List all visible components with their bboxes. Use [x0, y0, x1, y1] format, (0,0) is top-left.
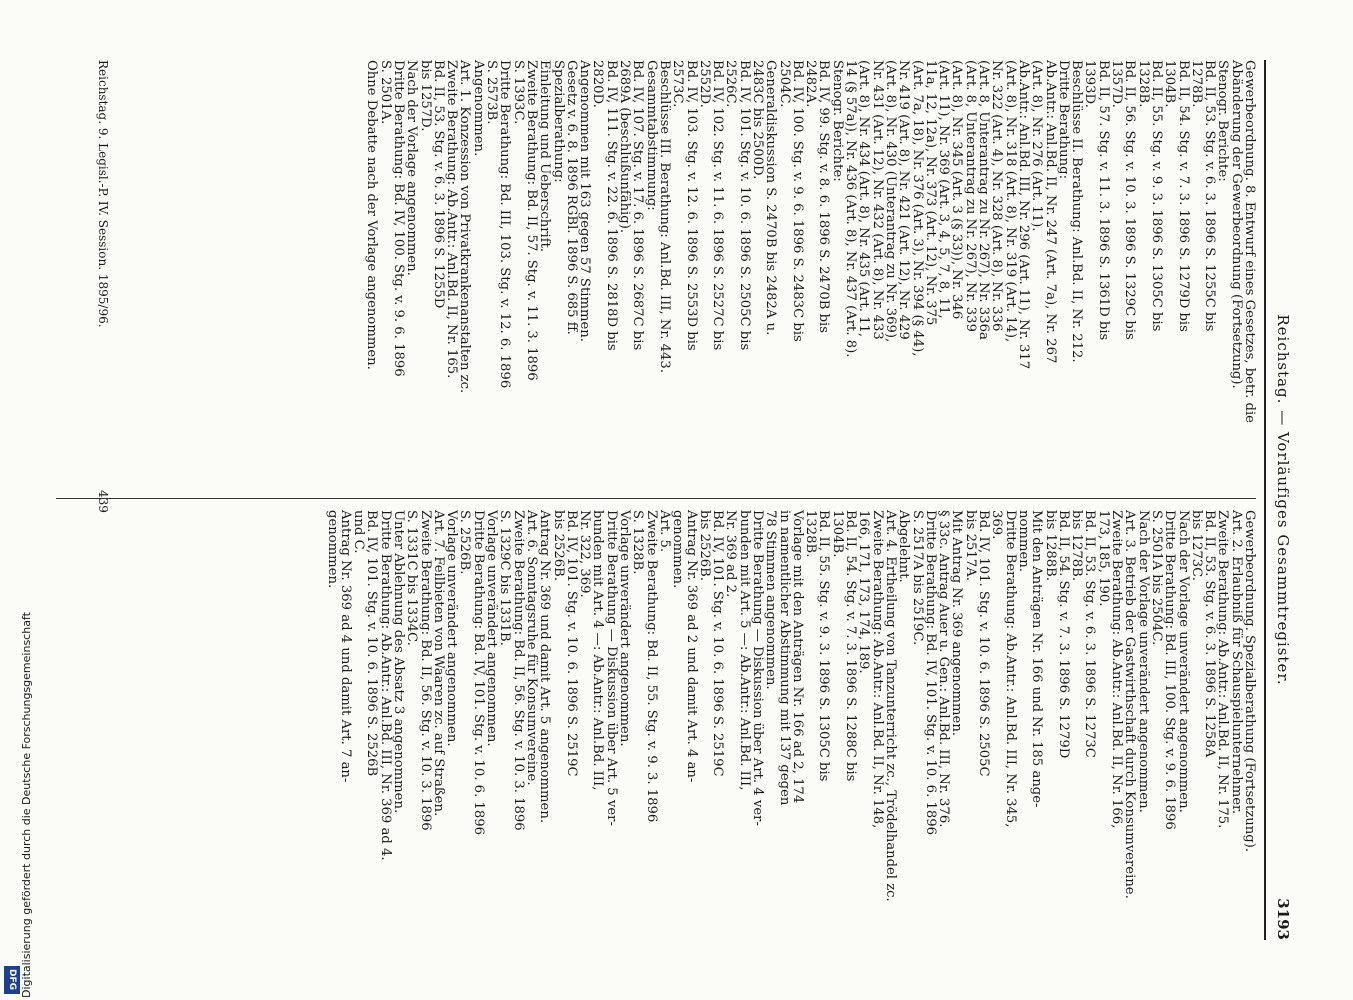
register-line: bis 1278B. — [1069, 510, 1085, 582]
register-line: bunden mit Art. 5 —: Ab.Antr.: Anl.Bd. III, — [736, 510, 752, 791]
register-line: Spezialberathung: — [550, 60, 566, 183]
register-line: nommen. — [1015, 510, 1031, 572]
register-line: S. 2501A bis 2504C. — [1148, 510, 1164, 646]
register-line: Ohne Debatte nach der Vorlage angenommen. — [364, 60, 380, 370]
register-line: S. 2526B. — [457, 510, 473, 575]
register-line: 11a, 12, 12a), Nr. 373 (Art. 12), Nr. 375 — [922, 60, 938, 326]
register-line: Bd. IV, 101. Stg. v. 10. 6. 1896 S. 2505C — [976, 510, 992, 777]
register-line: (Art. 8, Unterantrag zu Nr. 267), Nr. 336a — [976, 60, 992, 340]
register-line: Gewerbeordnung. Spezialberathung (Fortsetzung). — [1242, 510, 1257, 853]
register-line: 2504C. — [776, 60, 792, 108]
register-line: § 33c. Antrag Auer u. Gen.: Anl.Bd. III, Nr. 376. — [936, 510, 952, 828]
register-line: Art. 4. Ertheilung von Tanzunterricht zc., Trödelhandel zc. — [882, 510, 898, 902]
register-line: Stenogr. Berichte: — [1215, 60, 1231, 182]
register-line: Antrag Nr. 369 ad 2 und damit Art. 4 an- — [683, 510, 699, 783]
register-line: Dritte Berathung: Bd. III, 103. Stg. v. 12. 6. 1896 — [497, 60, 513, 389]
register-line: bis 2517A. — [962, 510, 978, 581]
register-line: Bd. II, 53. Stg. v. 6. 3. 1896 S. 1273C — [1082, 510, 1098, 758]
register-line: Bd. II, 53. Stg. v. 6. 3. 1896 S. 1258A — [1202, 510, 1218, 758]
register-line: S. 1393C. — [510, 60, 526, 125]
register-line: genommen. — [670, 510, 686, 589]
register-line: Bd. II, 53. Stg. v. 6. 3. 1896 S. 1255D — [430, 60, 446, 309]
register-line: Mit den Anträgen Nr. 166 und Nr. 185 ange- — [1029, 510, 1045, 808]
register-line: 1328B. — [1135, 60, 1151, 108]
register-line: 1328B. — [803, 510, 819, 558]
register-line: Art. 5. — [656, 510, 672, 553]
register-line: Bd. IV, 101. Stg. v. 10. 6. 1896 S. 2526B — [364, 510, 380, 777]
register-line: Art. 1. Konzession von Privatkrankenanstalten zc. — [457, 60, 473, 394]
register-line: Nr. 322, 369. — [577, 510, 593, 598]
register-line: 1304B. — [1162, 60, 1178, 108]
register-line: Bd. IV, 111. Stg. v. 22. 6. 1896 S. 2818D bis — [603, 60, 619, 351]
register-line: S. 1329C bis 1331B. — [497, 510, 513, 646]
register-line: 1278B. — [1188, 60, 1204, 108]
register-line: Dritte Berathung: Ab.Antr.: Anl.Bd. III, Nr. 345, — [1002, 510, 1018, 828]
register-line: Dritte Berathung: — [1055, 60, 1071, 180]
register-line: Bd. II, 54. Stg. v. 7. 3. 1896 S. 1279D bis — [1175, 60, 1191, 332]
credit-text: Digitalisierung gefördert durch die Deutsche Forschungsgemeinschaft — [20, 612, 33, 998]
register-line: Vorlage unverändert angenommen. — [617, 510, 633, 747]
register-line: Nr. 431 (Art. 12), Nr. 432 (Art. 8), Nr. 433 — [869, 60, 885, 340]
left-column — [365, 60, 1256, 490]
register-line: Bd. II, 53. Stg. v. 6. 3. 1896 S. 1255C bis — [1202, 60, 1218, 332]
register-line: Bd. II, 57. Stg. v. 11. 3. 1896 S. 1361D bis — [1095, 60, 1111, 341]
register-line: Angenommen. — [470, 60, 486, 157]
register-line: 2689A (beschlußunfähig). — [617, 60, 633, 234]
register-line: S. 2501A. — [377, 60, 393, 125]
register-line: Zweite Berathung: Ab.Antr.: Anl.Bd. II, Nr. 166, — [1109, 510, 1125, 829]
register-line: Beschlüsse II. Berathung: Anl.Bd. II, Nr. 212. — [1069, 60, 1085, 363]
register-line: 1393D. — [1082, 60, 1098, 108]
header-rule — [1264, 60, 1266, 940]
register-line: Art. 2. Erlaubniß für Schauspielunternehmer. — [1228, 510, 1244, 815]
register-line: 2552D. — [696, 60, 712, 108]
register-line: Unter Ablehnung des Absatz 3 angenommen. — [391, 510, 406, 814]
register-line: Bd. II, 55. Stg. v. 9. 3. 1896 S. 1305C bis — [816, 510, 832, 782]
register-line: bis 1288B. — [1042, 510, 1058, 582]
register-line: Bd. IV, 100. Stg. v. 9. 6. 1896 S. 2483C bis — [789, 60, 805, 342]
register-line: Abänderung der Gewerbeordnung (Fortsetzung). — [1228, 60, 1244, 389]
register-line: Gesammtabstimmung: — [643, 60, 659, 211]
register-line: Dritte Berathung: Bd. IV, 101. Stg. v. 10. 6. 1896 — [470, 510, 486, 836]
register-line: Einleitung und Ueberschrift. — [537, 60, 553, 253]
page-header — [1260, 60, 1300, 940]
register-line: (Art. 8), Nr. 430 (Unterantrag zu Nr. 369), — [882, 60, 898, 343]
register-line: Gewerbeordnung. 8. Entwurf eines Gesetzes, betr. die — [1242, 60, 1257, 423]
register-line: Dritte Berathung — Diskussion über Art. 4 ver- — [750, 510, 766, 826]
register-line: Bd. IV, 107. Stg. v. 17. 6. 1896 S. 2687C bis — [630, 60, 646, 351]
register-line: Nr. 419 (Art. 8), Nr. 421 (Art. 12), Nr. 429 — [896, 60, 912, 340]
register-line: 1304B. — [829, 510, 845, 558]
register-line: Generaldiskussion S. 2470B bis 2482A u. — [763, 60, 779, 336]
register-line: Bd. IV, 101. Stg. v. 10. 6. 1896 S. 2505C bis — [736, 60, 752, 351]
register-line: Zweite Berathung: Ab.Antr.: Anl.Bd. II, Nr. 148, — [869, 510, 885, 829]
register-line: Dritte Berathung: Bd. IV, 100. Stg. v. 9. 6. 1896 — [391, 60, 406, 377]
register-line: Beschlüsse III. Berathung: Anl.Bd. III, Nr. 443. — [656, 60, 672, 374]
register-line: Nach der Vorlage unverändert angenommen. — [1175, 510, 1191, 813]
register-line: S. 2573B. — [484, 60, 500, 125]
register-line: und C. — [351, 510, 367, 554]
running-title: Reichstag. — Vorläufiges Gesammtregister. — [1274, 314, 1292, 686]
register-line: Antrag Nr. 369 und damit Art. 5 angenommen. — [537, 510, 553, 824]
register-line: 173, 185, 190. — [1095, 510, 1111, 607]
register-line: Ab.Antr.: Anl.Bd. III, Nr. 296 (Art. 11), Nr. 317 — [1015, 60, 1031, 370]
register-line: Abgelehnt. — [896, 510, 912, 583]
register-line: Dritte Berathung: Bd. III, 100. Stg. v. 9. 6. 1896 — [1162, 510, 1178, 830]
register-line: in namentlicher Abstimmung mit 137 gegen — [776, 510, 792, 806]
register-line: S. 1328B. — [630, 510, 646, 575]
register-line: bis 1273C. — [1188, 510, 1204, 581]
register-line: 78 Stimmen angenommen. — [763, 510, 779, 690]
register-line: Angenommen mit 163 gegen 57 Stimmen. — [577, 60, 593, 342]
register-line: bunden mit Art. 4 —: Ab.Antr.: Anl.Bd. III, — [590, 510, 606, 791]
register-line: Nach der Vorlage unverändert angenommen. — [1135, 510, 1151, 813]
register-line: Bd. II, 56. Stg. v. 10. 3. 1896 S. 1329C bis — [1122, 60, 1138, 340]
register-line: Bd. IV, 101. Stg. v. 10. 6. 1896 S. 2519C — [563, 510, 579, 777]
register-line: 2483C bis 2500D. — [750, 60, 766, 180]
register-line: 1357D. — [1109, 60, 1125, 108]
register-line: Art. 3. Betrieb der Gastwirthschaft durch Konsumvereine. — [1122, 510, 1138, 899]
register-line: genommen. — [324, 510, 340, 589]
register-line: bis 2526B. — [696, 510, 712, 582]
register-line: 2573C. — [670, 60, 686, 108]
register-line: (Art. 11), Nr. 369 (Art. 3, 4, 5, 7, 8, 11, — [936, 60, 952, 319]
register-line: Zweite Berathung: Bd. II, 56. Stg. v. 10. 3. 1896 — [417, 510, 433, 831]
register-line: Zweite Berathung: Ab.Antr.: Anl.Bd. II, Nr. 175. — [1215, 510, 1231, 829]
register-line: 2482A. — [803, 60, 819, 108]
rotated-page-content — [40, 60, 1300, 940]
column-divider — [56, 498, 1256, 499]
register-line: bis 2526B. — [550, 510, 566, 582]
register-line: Bd. II, 54. Stg. v. 7. 3. 1896 S. 1279D — [1055, 510, 1071, 759]
register-line: 14 (§ 57a)), Nr. 436 (Art. 8), Nr. 437 (Art. 8). — [843, 60, 859, 358]
register-line: Zweite Berathung: Bd. II, 57. Stg. v. 11. 3. 1896 — [523, 60, 539, 381]
register-line: Zweite Berathung: Ab.Antr.: Anl.Bd. II, Nr. 165. — [444, 60, 460, 379]
register-line: 166, 171, 173, 174, 189. — [856, 510, 872, 674]
register-line: Bd. IV, 99. Stg. v. 8. 6. 1896 S. 2470B bis — [816, 60, 832, 334]
right-column — [325, 510, 1256, 940]
register-line: Antrag Nr. 369 ad 4 und damit Art. 7 an- — [337, 510, 353, 783]
register-line: S. 2517A bis 2519C. — [909, 510, 925, 646]
register-line: Bd. IV, 103. Stg. v. 12. 6. 1896 S. 2553D bis — [683, 60, 699, 351]
dfg-logo: DFG — [4, 966, 20, 994]
register-line: Zweite Berathung: Bd. II, 56. Stg. v. 10. 3. 1896 — [510, 510, 526, 831]
register-line: (Art. 8, Unterantrag zu Nr. 267), Nr. 339 — [962, 60, 978, 332]
register-line: Bd. IV, 102. Stg. v. 11. 6. 1896 S. 2527C bis — [710, 60, 726, 351]
register-line: 2526C. — [723, 60, 739, 108]
register-line: Mit Antrag Nr. 369 angenommen. — [949, 510, 965, 737]
register-line: Vorlage mit den Anträgen Nr. 166 ad 2, 174 — [789, 510, 805, 804]
register-line: (Art. 8), Nr. 434 (Art. 8), Nr. 435 (Art. 11, — [856, 60, 872, 338]
register-line: S. 1331C bis 1334C. — [404, 510, 420, 646]
register-line: 2820D. — [590, 60, 606, 108]
footer-session: Reichstag. 9. Legisl.-P. IV. Session. 1895/96. — [96, 60, 110, 328]
digitization-credit — [2, 0, 33, 1000]
register-line: Bd. II, 54. Stg. v. 7. 3. 1896 S. 1288C bis — [843, 510, 859, 782]
register-line: Dritte Berathung: Ab.Antr.: Anl.Bd. III, Nr. 369 ad 4. — [377, 510, 393, 861]
register-line: Vorlage unverändert angenommen. — [444, 510, 460, 747]
register-line: Ab.Antr.: Anl.Bd. II, Nr. 247 (Art. 7a), Nr. 267 — [1042, 60, 1058, 364]
register-line: Dritte Berathung — Diskussion über Art. 5 ver- — [603, 510, 619, 826]
register-line: Bd. II, 55. Stg. v. 9. 3. 1896 S. 1305C bis — [1148, 60, 1164, 332]
register-line: Nach der Vorlage angenommen. — [404, 60, 420, 276]
register-line: (Art. 7a, 18), Nr. 376 (Art. 3), Nr. 394 (§ 44), — [909, 60, 925, 357]
register-line: (Art. 8), Nr. 345 (Art. 3 (§ 33)), Nr. 346 — [949, 60, 965, 320]
register-line: Zweite Berathung: Bd. II, 55. Stg. v. 9. 3. 1896 — [643, 510, 659, 823]
register-line: Stenogr. Berichte: — [829, 60, 845, 182]
register-line: Art. 7. Feilbieten von Waaren zc. auf Straßen. — [430, 510, 446, 817]
page-number: 3193 — [1274, 898, 1292, 940]
register-line: Vorlage unverändert angenommen. — [484, 510, 500, 747]
register-line: bis 1257D. — [417, 60, 433, 132]
register-line: Art. 6. Sonntagsruhe für Konsumvereine. — [523, 510, 539, 786]
register-line: (Art. 8), Nr. 276 (Art. 11). — [1029, 60, 1045, 232]
register-line: Nr. 369 ad 2. — [723, 510, 739, 598]
register-line: Nr. 322 (Art. 4), Nr. 328 (Art. 8), Nr. 336 — [989, 60, 1005, 332]
register-line: Dritte Berathung: Bd. IV, 101. Stg. v. 10. 6. 1896 — [922, 510, 938, 836]
register-line: Gesetz v. 6. 8. 1896 RGBl. 1896 S. 685 ff. — [563, 60, 579, 335]
register-line: (Art. 8), Nr. 318 (Art. 8), Nr. 319 (Art. 14), — [1002, 60, 1018, 343]
register-line: Bd. IV, 101. Stg. v. 10. 6. 1896 S. 2519C — [710, 510, 726, 777]
register-line: 369. — [989, 510, 1005, 540]
footer-page-number: 439 — [96, 490, 110, 513]
